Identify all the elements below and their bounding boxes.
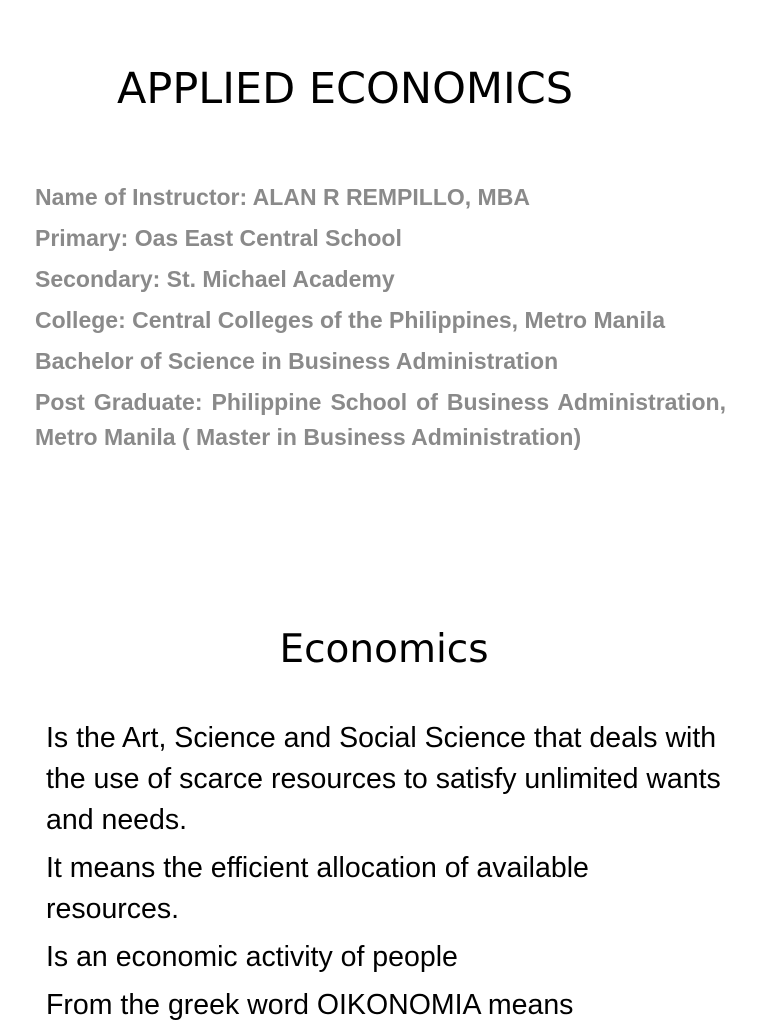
list-item: Is the Art, Science and Social Science that deals with the use of scarce resources to satisfy unlimited wants and needs. [46,722,721,836]
list-item: From the greek word OIKONOMIA means [46,989,574,1021]
primary-school: Primary: Oas East Central School [35,225,402,251]
slide-title: Economics [279,627,489,672]
economics-definition-list [46,718,726,1033]
instructor-details-list [35,180,726,461]
post-graduate: Post Graduate: Philippine School of Business Administration, Metro Manila ( Master in Business Administration) [35,389,726,450]
list-item: Is an economic activity of people [46,941,458,973]
list-item: It means the efficient allocation of available resources. [46,852,589,925]
instructor-name: Name of Instructor: ALAN R REMPILLO, MBA [35,184,530,210]
college: College: Central Colleges of the Philippines, Metro Manila [35,307,666,333]
slide-title: APPLIED ECONOMICS [117,64,574,114]
slide-economics [0,560,768,1024]
secondary-school: Secondary: St. Michael Academy [35,266,395,292]
bachelor-degree: Bachelor of Science in Business Administration [35,348,559,374]
